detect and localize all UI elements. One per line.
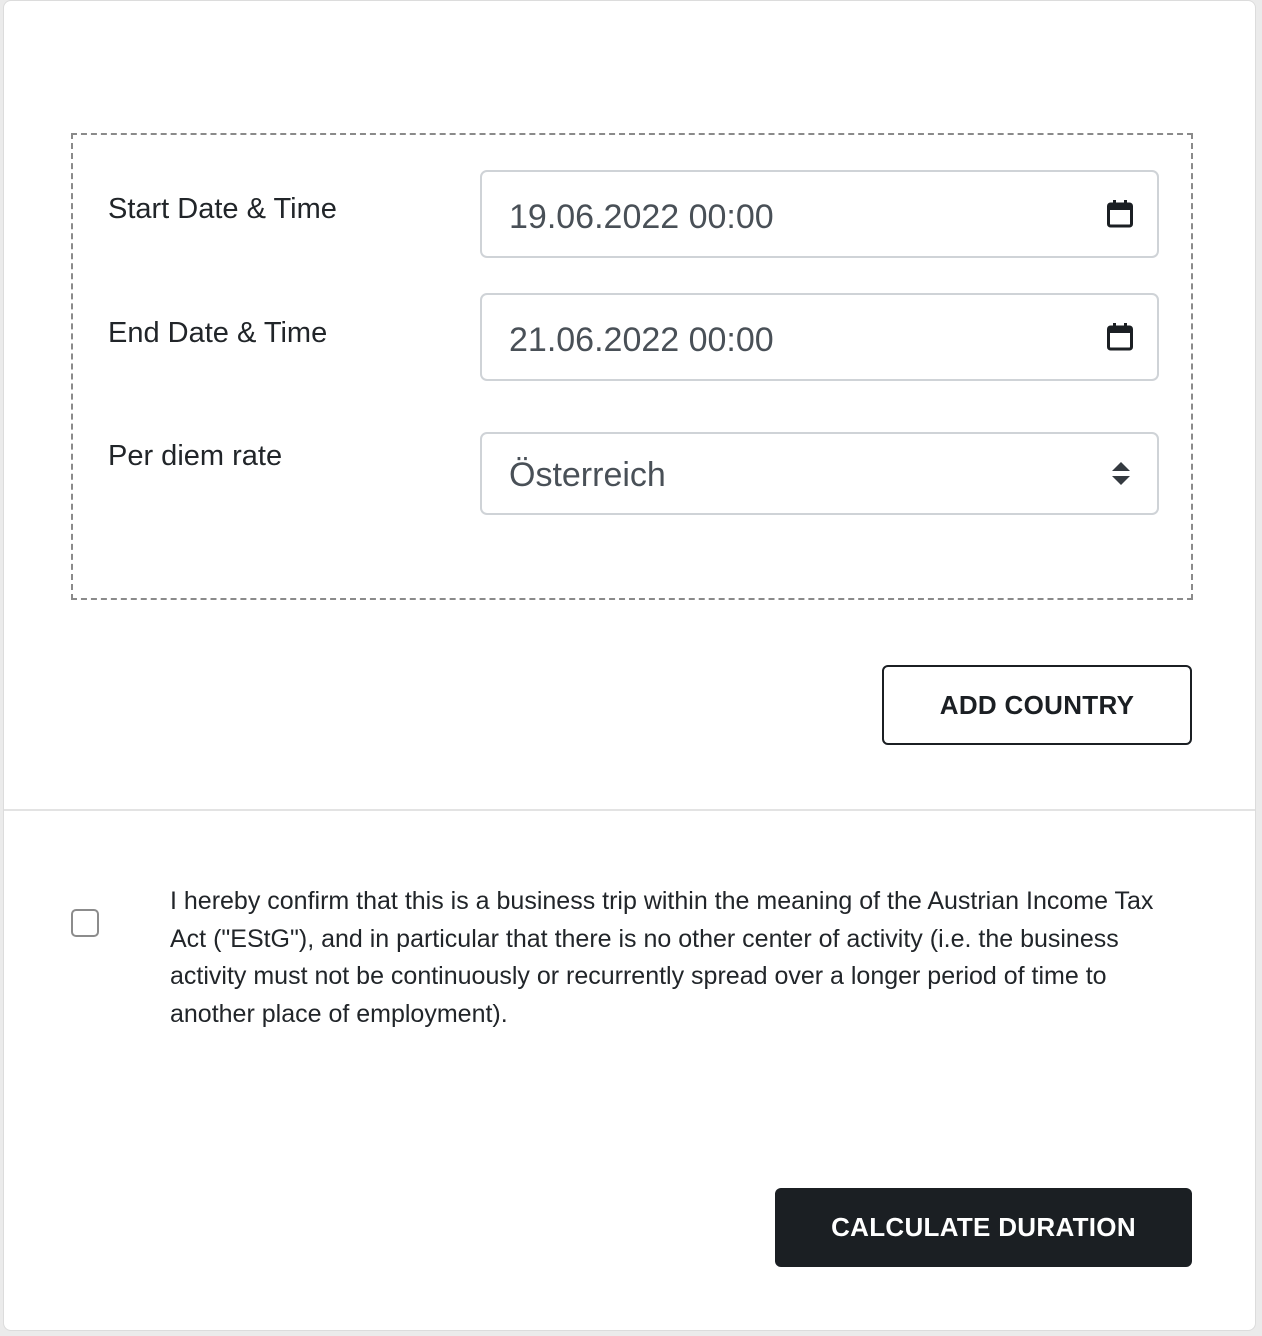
start-date-value: 19.06.2022 00:00: [509, 198, 774, 236]
per-diem-label: Per diem rate: [108, 440, 283, 472]
per-diem-select[interactable]: [480, 432, 1159, 515]
add-country-button[interactable]: ADD COUNTRY: [882, 665, 1192, 745]
end-date-input[interactable]: [480, 293, 1159, 381]
calendar-icon[interactable]: [1107, 323, 1133, 351]
country-section: [71, 133, 1193, 600]
section-divider: [4, 809, 1255, 811]
end-date-value: 21.06.2022 00:00: [509, 321, 774, 359]
confirm-checkbox[interactable]: [71, 909, 99, 937]
end-date-label: End Date & Time: [108, 317, 328, 349]
calculate-duration-button[interactable]: CALCULATE DURATION: [775, 1188, 1192, 1267]
trip-form-card: [3, 0, 1256, 1331]
select-arrows-icon: [1111, 461, 1131, 487]
confirm-text: I hereby confirm that this is a business trip within the meaning of the Austrian Income Tax Act ("EStG"), and in particular that there is no other center of activity (i.e. the business activity must not be continuously or recurrently spread over a longer period of time to another place of employment).: [170, 887, 1154, 1028]
calendar-icon[interactable]: [1107, 200, 1133, 228]
start-date-input[interactable]: [480, 170, 1159, 258]
per-diem-value: Österreich: [509, 456, 666, 494]
start-date-label: Start Date & Time: [108, 193, 337, 225]
